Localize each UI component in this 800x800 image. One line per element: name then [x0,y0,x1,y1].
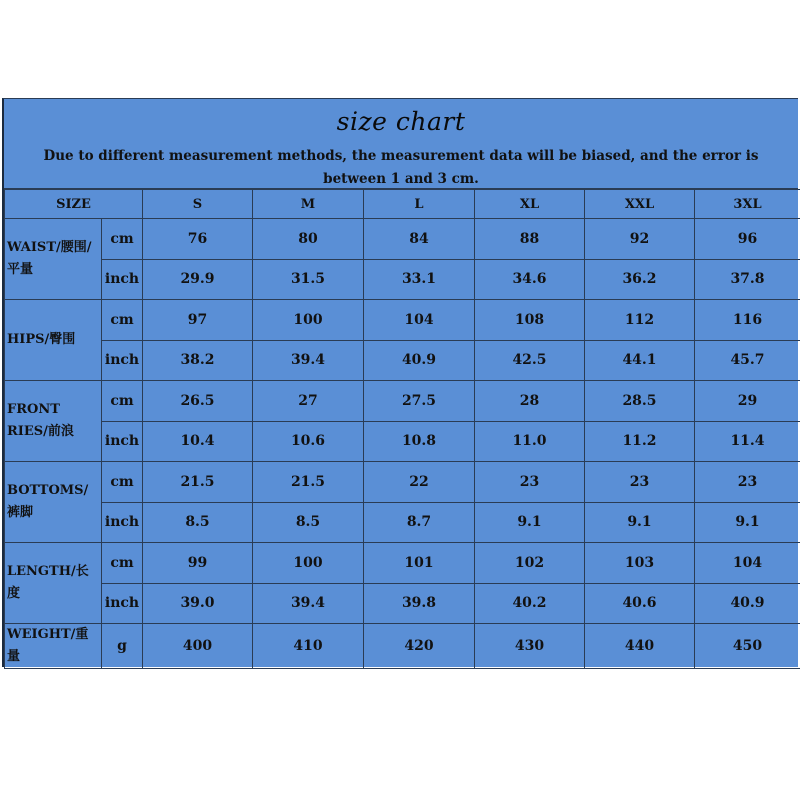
value-cell: 21.5 [143,462,253,503]
table-row [5,543,800,584]
value-cell: 40.6 [585,583,695,624]
measurement-category: LENGTH/长度 [5,543,102,624]
unit-cell: inch [102,502,143,543]
value-cell: 40.9 [695,583,800,624]
value-cell: 27.5 [364,381,475,422]
table-row [5,381,800,422]
table-row [5,259,800,300]
value-cell: 11.4 [695,421,800,462]
table-row [5,502,800,543]
unit-cell: cm [102,300,143,341]
value-cell: 10.6 [253,421,364,462]
value-cell: 36.2 [585,259,695,300]
unit-cell: inch [102,583,143,624]
value-cell: 29 [695,381,800,422]
value-cell: 39.4 [253,340,364,381]
size-column-header: XXL [585,190,695,219]
value-cell: 100 [253,300,364,341]
value-cell: 23 [585,462,695,503]
value-cell: 99 [143,543,253,584]
size-column-header: 3XL [695,190,800,219]
value-cell: 23 [475,462,585,503]
value-cell: 39.4 [253,583,364,624]
size-table [4,189,800,669]
table-row [5,300,800,341]
unit-cell: inch [102,421,143,462]
unit-cell: cm [102,219,143,260]
value-cell: 45.7 [695,340,800,381]
table-row [5,583,800,624]
value-cell: 42.5 [475,340,585,381]
size-chart [2,98,798,667]
value-cell: 39.8 [364,583,475,624]
value-cell: 9.1 [475,502,585,543]
value-cell: 450 [695,624,800,669]
value-cell: 9.1 [695,502,800,543]
measurement-category: HIPS/臀围 [5,300,102,381]
value-cell: 92 [585,219,695,260]
table-row [5,624,800,669]
value-cell: 8.5 [253,502,364,543]
value-cell: 100 [253,543,364,584]
size-header-label: SIZE [5,190,143,219]
value-cell: 103 [585,543,695,584]
unit-cell: cm [102,462,143,503]
value-cell: 9.1 [585,502,695,543]
chart-title: size chart [336,106,466,136]
value-cell: 96 [695,219,800,260]
value-cell: 34.6 [475,259,585,300]
header-row [5,190,800,219]
value-cell: 104 [695,543,800,584]
table-row [5,219,800,260]
value-cell: 116 [695,300,800,341]
value-cell: 27 [253,381,364,422]
value-cell: 21.5 [253,462,364,503]
value-cell: 104 [364,300,475,341]
value-cell: 400 [143,624,253,669]
size-column-header: XL [475,190,585,219]
value-cell: 420 [364,624,475,669]
value-cell: 410 [253,624,364,669]
unit-cell: g [102,624,143,669]
value-cell: 102 [475,543,585,584]
value-cell: 108 [475,300,585,341]
table-row [5,421,800,462]
value-cell: 31.5 [253,259,364,300]
value-cell: 430 [475,624,585,669]
value-cell: 40.9 [364,340,475,381]
value-cell: 22 [364,462,475,503]
value-cell: 29.9 [143,259,253,300]
table-row [5,462,800,503]
value-cell: 8.5 [143,502,253,543]
size-column-header: M [253,190,364,219]
unit-cell: inch [102,259,143,300]
value-cell: 39.0 [143,583,253,624]
value-cell: 11.2 [585,421,695,462]
value-cell: 38.2 [143,340,253,381]
measurement-category: WEIGHT/重量 [5,624,102,669]
value-cell: 88 [475,219,585,260]
value-cell: 84 [364,219,475,260]
measurement-category: WAIST/腰围/平量 [5,219,102,300]
value-cell: 44.1 [585,340,695,381]
value-cell: 40.2 [475,583,585,624]
value-cell: 10.4 [143,421,253,462]
unit-cell: cm [102,381,143,422]
value-cell: 28 [475,381,585,422]
measurement-category: FRONT RIES/前浪 [5,381,102,462]
size-column-header: S [143,190,253,219]
value-cell: 76 [143,219,253,260]
size-column-header: L [364,190,475,219]
value-cell: 440 [585,624,695,669]
value-cell: 37.8 [695,259,800,300]
table-row [5,340,800,381]
value-cell: 33.1 [364,259,475,300]
value-cell: 101 [364,543,475,584]
value-cell: 10.8 [364,421,475,462]
value-cell: 11.0 [475,421,585,462]
unit-cell: inch [102,340,143,381]
value-cell: 26.5 [143,381,253,422]
value-cell: 8.7 [364,502,475,543]
value-cell: 97 [143,300,253,341]
value-cell: 23 [695,462,800,503]
measurement-note: Due to different measurement methods, the measurement data will be biased, and the error is between 1 and 3 cm. [4,143,798,189]
measurement-category: BOTTOMS/裤脚 [5,462,102,543]
value-cell: 28.5 [585,381,695,422]
unit-cell: cm [102,543,143,584]
value-cell: 112 [585,300,695,341]
value-cell: 80 [253,219,364,260]
